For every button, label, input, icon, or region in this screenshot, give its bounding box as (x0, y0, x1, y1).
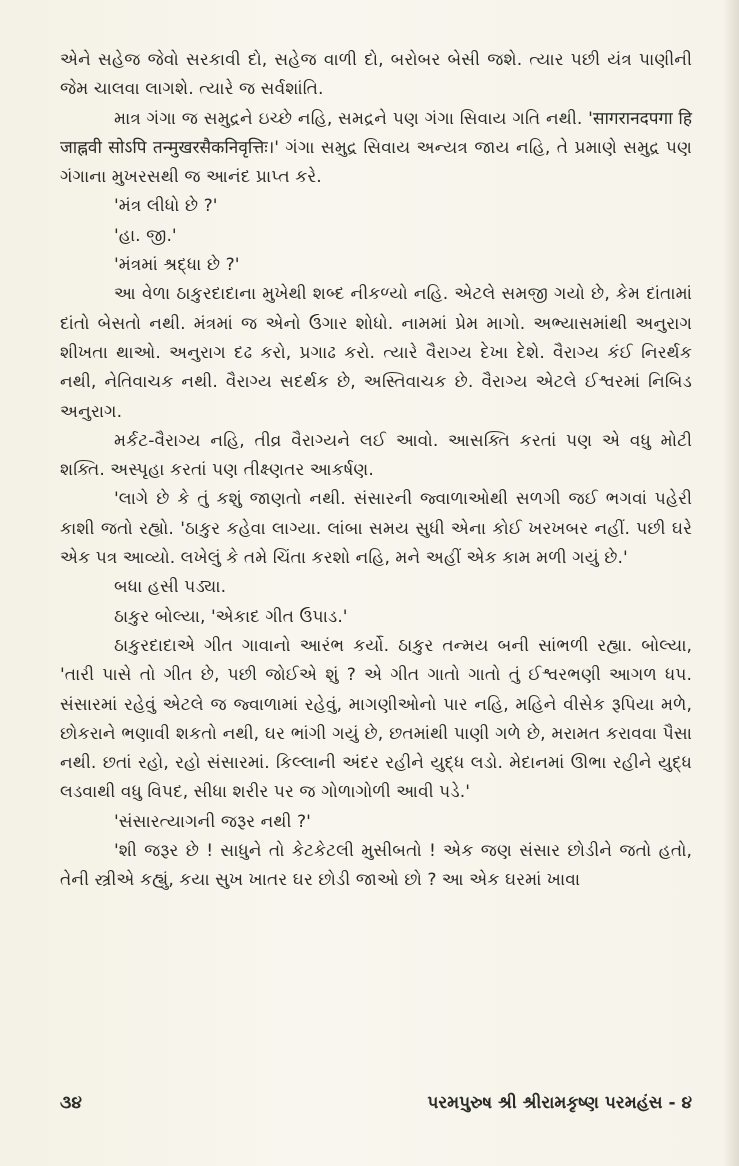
paragraph: એને સહેજ જેવો સરકાવી દો, સહેજ વાળી દો, બરોબર બેસી જશે. ત્યાર પછી યંત્ર પાણીની જેમ ચાલવા લાગશે. ત્યારે જ સર્વશાંતિ. (60, 50, 692, 100)
paragraph: માત્ર ગંગા જ સમુદ્રને ઇચ્છે નહિ, સમદ્રને પણ ગંગા સિવાય ગતિ નથી. 'सागरानदपगा हि जाह्नवी सोऽपि तन्मुखरसैकनिवृत्तिः।' ગંગા સમુદ્ર સિવાય અન્યત્ર જાય નહિ, તે પ્રમાણે સમુદ્ર પણ ગંગાના મુખરસથી જ આનંદ પ્રાપ્ત કરે. (60, 108, 692, 188)
running-title: પરમપુરુષ શ્રી શ્રીરામકૃષ્ણ પરમહંસ - ૪ (427, 1093, 692, 1113)
paragraph: 'મંત્રમાં શ્રદ્ધા છે ?' (114, 255, 240, 276)
paragraph: 'લાગે છે કે તું કશું જાણતો નથી. સંસારની જ્વાળાઓથી સળગી જઈ ભગવાં પહેરી કાશી જતો રહ્યો. 'ઠાકુર કહેવા લાગ્યા. લાંબા સમય સુધી એના કોઈ ખરખબર નહીં. પછી ઘરે એક પત્ર આવ્યો. લખેલું કે તમે ચિંતા કરશો નહિ, મને અહીં એક કામ મળી ગયું છે.' (60, 489, 692, 569)
paragraph: ઠાકુર બોલ્યા, 'એકાદ ગીત ઉપાડ.' (114, 606, 348, 627)
page-number: ૩૪ (60, 1093, 82, 1113)
page-gutter-shadow (723, 0, 739, 1166)
paragraph: 'સંસારત્યાગની જરૂર નથી ?' (114, 811, 311, 832)
paragraph: 'શી જરૂર છે ! સાધુને તો કેટકેટલી મુસીબતો ! એક જણ સંસાર છોડીને જતો હતો, તેની સ્ત્રીએ કહ્યું, કયા સુખ ખાતર ઘર છોડી જાઓ છો ? આ એક ઘરમાં ખાવા (60, 841, 692, 891)
paragraph: 'હા. જી.' (114, 225, 177, 246)
paragraph: ઠાકુરદાદાએ ગીત ગાવાનો આરંભ કર્યો. ઠાકુર તન્મય બની સાંભળી રહ્યા. બોલ્યા, 'તારી પાસે તો ગીત છે, પછી જોઈએ શું ? એ ગીત ગાતો ગાતો તું ઈશ્વરભણી આગળ ધપ. સંસારમાં રહેવું એટલે જ જ્વાળામાં રહેવું, માગણીઓનો પાર નહિ, મહિને વીસેક રૂપિયા મળે, છોકરાને ભણાવી શકતો નથી, ઘર ભાંગી ગયું છે, છતમાંથી પાણી ગળે છે, મરામત કરાવવા પૈસા નથી. છતાં રહો, રહો સંસારમાં. કિલ્લાની અંદર રહીને યુદ્ધ લડો. મેદાનમાં ઊભા રહીને યુદ્ધ લડવાથી વધુ વિપદ, સીધા શરીર પર જ ગોળાગોળી આવી પડે.' (60, 635, 692, 803)
paragraph: 'મંત્ર લીધો છે ?' (114, 196, 218, 217)
paragraph: મર્કટ-વૈરાગ્ય નહિ, તીવ્ર વૈરાગ્યને લઈ આવો. આસક્તિ કરતાં પણ એ વધુ મોટી શક્તિ. અસ્પૃહા કરતાં પણ તીક્ષ્ણતર આકર્ષણ. (60, 430, 692, 481)
page-body (60, 46, 692, 896)
paragraph: આ વેળા ઠાકુરદાદાના મુખેથી શબ્દ નીકળ્યો નહિ. એટલે સમજી ગયો છે, કેમ દાંતામાં દાંતો બેસતો નથી. મંત્રમાં જ એનો ઉગાર શોધો. નામમાં પ્રેમ માગો. અભ્યાસમાંથી અનુરાગ શીખતા થાઓ. અનુરાગ દઢ કરો, પ્રગાઢ કરો. ત્યારે વૈરાગ્ય દેખા દેશે. વૈરાગ્ય કંઈ નિરર્થક નથી, નેતિવાચક નથી. વૈરાગ્ય સદર્થક છે, અસ્તિવાચક છે. વૈરાગ્ય એટલે ઈશ્વરમાં નિબિડ અનુરાગ. (60, 284, 692, 422)
paragraph: બધા હસી પડ્યા. (114, 577, 227, 598)
page-footer (60, 1093, 692, 1121)
